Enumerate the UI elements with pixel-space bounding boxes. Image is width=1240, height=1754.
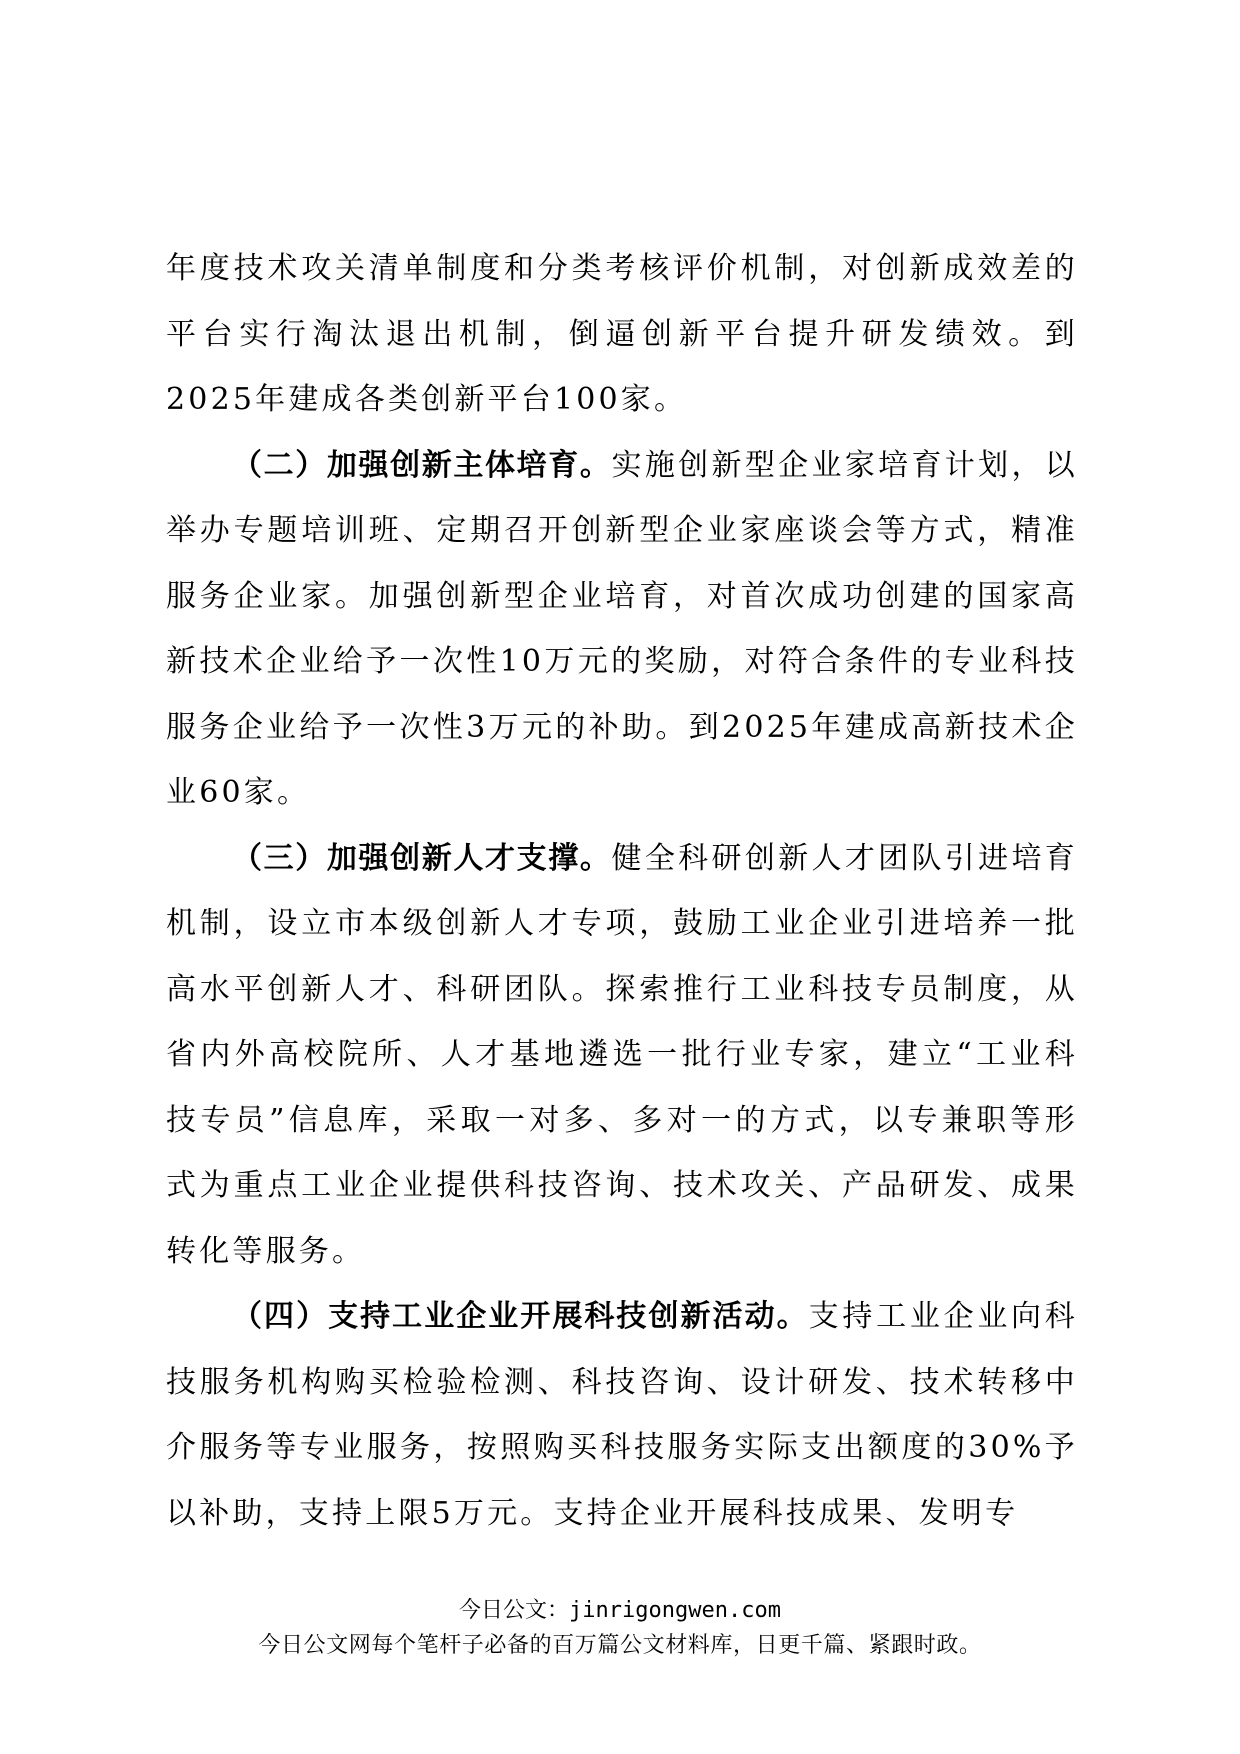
paragraph-text: 年度技术攻关清单制度和分类考核评价机制，对创新成效差的平台实行淘汰退出机制，倒逼创新平台提升研发绩效。到2025年建成各类创新平台100家。 [166, 251, 1078, 417]
paragraph-section-4 [166, 1284, 1078, 1546]
paragraph-section-2 [166, 433, 1078, 826]
paragraph-text: 支持工业企业向科技服务机构购买检验检测、科技咨询、设计研发、技术转移中介服务等专业服务，按照购买科技服务实际支出额度的30%予以补助，支持上限5万元。支持企业开展科技成果、发明专 [166, 1299, 1078, 1531]
footer-site-label: 今日公文： [459, 1598, 570, 1623]
section-heading: （二）加强创新主体培育。 [232, 447, 612, 483]
footer-slogan: 今日公文网每个笔杆子必备的百万篇公文材料库，日更千篇、紧跟时政。 [258, 1633, 982, 1658]
paragraph-text: 实施创新型企业家培育计划，以举办专题培训班、定期召开创新型企业家座谈会等方式，精准服务企业家。加强创新型企业培育，对首次成功创建的国家高新技术企业给予一次性10万元的奖励，对符合条件的专业科技服务企业给予一次性3万元的补助。到2025年建成高新技术企业60家。 [166, 447, 1078, 810]
document-body [166, 236, 1078, 1546]
paragraph-text: 健全科研创新人才团队引进培育机制，设立市本级创新人才专项，鼓励工业企业引进培养一批高水平创新人才、科研团队。探索推行工业科技专员制度，从省内外高校院所、人才基地遴选一批行业专家，建立“工业科技专员”信息库，采取一对多、多对一的方式，以专兼职等形式为重点工业企业提供科技咨询、技术攻关、产品研发、成果转化等服务。 [166, 840, 1078, 1269]
paragraph-section-3 [166, 826, 1078, 1285]
section-heading: （三）加强创新人才支撑。 [232, 840, 612, 876]
footer-site-link[interactable]: jinrigongwen.com [569, 1598, 781, 1623]
footer-site [0, 1593, 1240, 1624]
paragraph-continuation [166, 236, 1078, 433]
section-heading: （四）支持工业企业开展科技创新活动。 [232, 1299, 809, 1334]
